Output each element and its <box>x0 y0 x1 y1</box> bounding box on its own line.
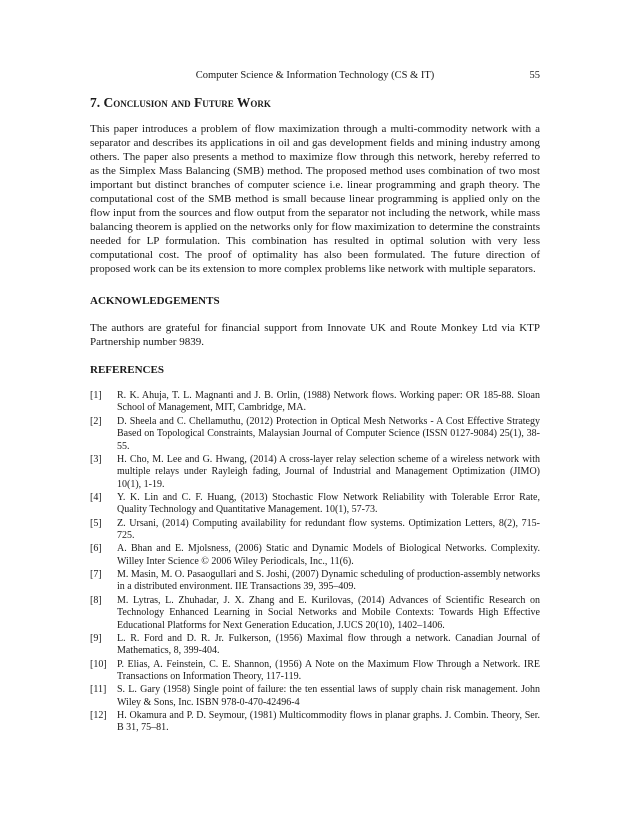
reference-text: H. Okamura and P. D. Seymour, (1981) Multicommodity flows in planar graphs. J. Combin. Theory, Ser. B 31, 75–81. <box>117 709 540 734</box>
references-heading: REFERENCES <box>90 364 164 376</box>
reference-item <box>90 659 540 684</box>
page-number: 55 <box>529 70 540 81</box>
reference-number: [10] <box>90 658 107 670</box>
conclusion-heading: 7. Conclusion and Future Work <box>90 95 271 110</box>
reference-item <box>90 710 540 735</box>
reference-text: P. Elias, A. Feinstein, C. E. Shannon, (1956) A Note on the Maximum Flow Through a Network. IRE Transactions on Information Theory, 117-119. <box>117 658 540 682</box>
reference-item <box>90 416 540 453</box>
reference-item <box>90 454 540 491</box>
reference-text: H. Cho, M. Lee and G. Hwang, (2014) A cross-layer relay selection scheme of a wireless network with multiple relays under Rayleigh fading, Journal of Industrial and Management Optimization (JIMO) 10(1), 1-19. <box>117 453 540 490</box>
reference-text: R. K. Ahuja, T. L. Magnanti and J. B. Orlin, (1988) Network flows. Working paper: OR 185-88. Sloan School of Management, MIT, Cambridge, MA. <box>117 390 540 414</box>
reference-item <box>90 569 540 594</box>
acknowledgements-paragraph: The authors are grateful for financial support from Innovate UK and Route Monkey Ltd via KTP Partnership number 9839. <box>90 322 540 349</box>
reference-number: [7] <box>90 569 102 581</box>
reference-text: L. R. Ford and D. R. Jr. Fulkerson, (1956) Maximal flow through a network. Canadian Journal of Mathematics, 8, 399-404. <box>117 632 540 657</box>
reference-number: [5] <box>90 517 102 529</box>
reference-item <box>90 390 540 415</box>
reference-text: Z. Ursani, (2014) Computing availability for redundant flow systems. Optimization Letters, 8(2), 715-725. <box>117 517 540 542</box>
reference-item <box>90 633 540 658</box>
reference-text: M. Lytras, L. Zhuhadar, J. X. Zhang and E. Kurilovas, (2014) Advances of Scientific Research on Technology Enhanced Learning in Social Networks and Mobile Contexts: Towards High Effective Educational Platforms for Next Generation Education, J.UCS 20(10), 1402–1406. <box>117 594 540 631</box>
reference-number: [1] <box>90 390 102 401</box>
acknowledgements-heading: ACKNOWLEDGEMENTS <box>90 295 220 307</box>
reference-text: D. Sheela and C. Chellamuthu, (2012) Protection in Optical Mesh Networks - A Cost Effective Strategy Based on Topological Constraints, Malaysian Journal of Computer Science (ISSN 0127-9084) 25(1), 38-55. <box>117 415 540 452</box>
reference-number: [12] <box>90 709 107 721</box>
reference-number: [8] <box>90 594 102 606</box>
reference-number: [3] <box>90 453 102 465</box>
running-header <box>90 69 540 83</box>
reference-item <box>90 595 540 632</box>
reference-text: S. L. Gary (1958) Single point of failure: the ten essential laws of supply chain risk management. John Wiley & Sons, Inc. ISBN 978-0-470-42496-4 <box>117 684 540 708</box>
reference-number: [11] <box>90 684 107 696</box>
reference-item <box>90 543 540 568</box>
reference-list <box>90 390 540 736</box>
reference-text: M. Masin, M. O. Pasaogullari and S. Joshi, (2007) Dynamic scheduling of production-assembly networks in a distributed environment. IIE Transactions 39, 395–409. <box>117 569 541 593</box>
reference-number: [2] <box>90 415 102 427</box>
reference-number: [4] <box>90 491 102 503</box>
reference-number: [6] <box>90 543 102 555</box>
reference-item <box>90 492 540 517</box>
reference-item <box>90 518 540 543</box>
conclusion-paragraph: This paper introduces a problem of flow maximization through a multi-commodity network with a separator and describes its applications in oil and gas development fields and mining industry among others. The paper also presents a method to maximize flow through this network, hereby referred to as the Simplex Mass Balancing (SMB) method. The proposed method uses combination of two most important but distinct branches of computer science i.e. linear programming and graph theory. The computational cost of the SMB method is small because linear programming is applied only on the flow input from the sources and flow output from the separator not including the network, while mass balancing theorem is applied on the networks only for flow maximization to determine the constraints needed for LP formulation. This combination has resulted in optimal solution with very less computational cost. The proof of optimality has also been formulated. The future direction of proposed work can be its extension to more complex problems like network with multiple separators. <box>90 123 540 276</box>
reference-number: [9] <box>90 632 102 644</box>
reference-item <box>90 684 540 709</box>
reference-text: A. Bhan and E. Mjolsness, (2006) Static and Dynamic Models of Biological Networks. Complexity. Willey Inter Science © 2006 Wiley Periodicals, Inc., 11(6). <box>117 543 540 567</box>
journal-title: Computer Science & Information Technology (CS & IT) <box>195 70 435 81</box>
reference-text: Y. K. Lin and C. F. Huang, (2013) Stochastic Flow Network Reliability with Tolerable Error Rate, Quality Technology and Quantitative Management. 10(1), 57-73. <box>117 491 540 516</box>
